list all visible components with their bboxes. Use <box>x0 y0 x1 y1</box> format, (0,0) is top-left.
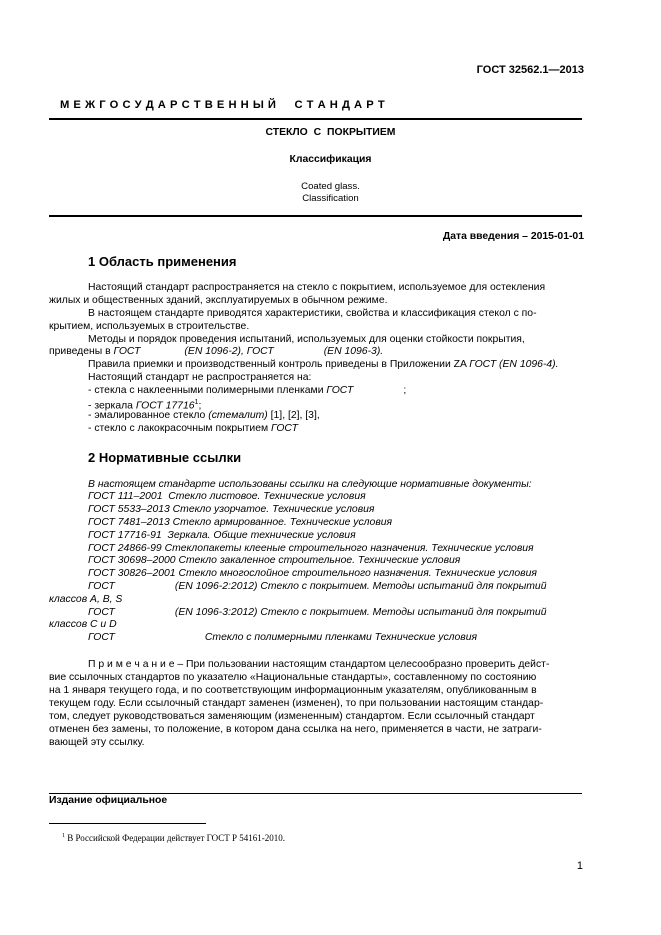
official-edition-rule <box>49 793 582 794</box>
section1-heading: 1 Область применения <box>88 254 237 269</box>
gost-ref: ГОСТ <box>326 385 354 396</box>
section2-intro: В настоящем стандарте использованы ссылки на следующие нормативные документы: <box>88 479 532 490</box>
page-subtitle: Классификация <box>289 154 372 165</box>
gost-ref: ГОСТ <box>88 607 115 618</box>
note-line2: вие ссылочных стандартов по указателю «Национальные стандарты», составленному по состоянию <box>49 672 537 683</box>
text: приведены в <box>49 346 111 357</box>
section1-line1: Настоящий стандарт распространяется на стекло с покрытием, используемое для остекления <box>88 282 546 293</box>
note-line5: том, следует руководствоваться заменяющим (измененным) стандартом. Если ссылочный стандарт <box>49 711 535 722</box>
note-line6: отменен без замены, то положение, в котором дана ссылка на него, применяется в части, не затраги- <box>49 724 542 735</box>
section1-line7 <box>88 359 559 372</box>
title-rule <box>49 215 582 217</box>
english-title-line2: Classification <box>302 193 359 204</box>
standard-banner: М Е Ж Г О С У Д А Р С Т В Е Н Н Ы Й С Т А Н Д А Р Т <box>60 99 386 111</box>
reference-continuation: классов C и D <box>49 619 117 630</box>
reference-item: ГОСТ 111–2001 Стекло листовое. Технические условия <box>88 491 366 502</box>
text: Правила приемки и производственный контроль приведены в Приложении ZA <box>88 359 467 370</box>
note-line7: вающей эту ссылку. <box>49 737 145 748</box>
gost-ref: ГОСТ (EN 1096-4). <box>469 359 559 370</box>
footnote-text: В Российской Федерации действует ГОСТ Р 54161-2010. <box>65 833 286 843</box>
footnote-mark: 1 <box>62 833 65 839</box>
english-title-line1: Coated glass. <box>301 181 360 192</box>
section1-line6 <box>49 346 383 359</box>
page-title: СТЕКЛО С ПОКРЫТИЕМ <box>265 127 396 138</box>
note-line1 <box>88 659 549 672</box>
reference-title: (EN 1096-2:2012) Стекло с покрытием. Методы испытаний для покрытий <box>174 581 547 592</box>
text: - эмалированное стекло <box>88 410 206 421</box>
reference-item <box>88 632 477 645</box>
section1-line4: крытием, используемых в строительстве. <box>49 321 250 332</box>
footnote <box>62 831 285 844</box>
text: [1], [2], [3], <box>270 410 320 421</box>
text: ; <box>198 400 202 412</box>
note-line4: текущем году. Если ссылочный стандарт заменен (изменен), то при пользовании настоящим стандар- <box>49 698 544 709</box>
term: (стемалит) <box>208 410 268 421</box>
reference-title: Стекло с полимерными пленками Технические условия <box>204 632 478 643</box>
text: - стекло с лакокрасочным покрытием <box>88 423 269 434</box>
reference-item <box>88 581 546 594</box>
section1-line12 <box>88 423 298 436</box>
gost-ref: ГОСТ 17716 <box>135 400 195 412</box>
reference-item: ГОСТ 5533–2013 Стекло узорчатое. Технические условия <box>88 504 375 515</box>
gost-ref: ГОСТ <box>88 632 115 643</box>
note-label: П р и м е ч а н и е <box>88 659 175 670</box>
section1-line8: Настоящий стандарт не распространяется на: <box>88 372 312 383</box>
footnote-mark: 1 <box>194 399 199 406</box>
official-edition-label: Издание официальное <box>49 795 168 806</box>
gost-ref: ГОСТ <box>113 346 141 357</box>
introduction-date: Дата введения – 2015-01-01 <box>442 231 584 242</box>
reference-item: ГОСТ 30826–2001 Стекло многослойное строительного назначения. Технические условия <box>88 568 537 579</box>
text: - зеркала <box>88 400 133 412</box>
gost-ref: ГОСТ <box>88 581 115 592</box>
section1-line2: жилых и общественных зданий, эксплуатируемых в обычном режиме. <box>49 295 388 306</box>
reference-item: ГОСТ 7481–2013 Стекло армированное. Технические условия <box>88 517 393 528</box>
banner-rule <box>49 118 582 120</box>
reference-title: (EN 1096-3:2012) Стекло с покрытием. Методы испытаний для покрытий <box>174 607 547 618</box>
reference-item <box>88 607 546 620</box>
reference-item: ГОСТ 17716-91 Зеркала. Общие технические условия <box>88 530 356 541</box>
text: ; <box>403 385 407 396</box>
gost-ref: (EN 1096-3). <box>323 346 384 357</box>
text: – При пользовании настоящим стандартом целесообразно проверить дейст- <box>174 659 550 670</box>
section1-line11 <box>88 410 320 423</box>
reference-continuation: классов A, B, S <box>49 594 123 605</box>
document-number: ГОСТ 32562.1—2013 <box>476 64 584 76</box>
reference-item: ГОСТ 24866-99 Стеклопакеты клееные строительного назначения. Технические условия <box>88 543 534 554</box>
gost-ref: (EN 1096-2), ГОСТ <box>184 346 274 357</box>
note-line3: на 1 января текущего года, и по соответствующим информационным указателям, опубликованным в <box>49 685 537 696</box>
reference-item: ГОСТ 30698–2000 Стекло закаленное строительное. Технические условия <box>88 555 461 566</box>
text: - стекла с наклеенными полимерными пленками <box>88 385 324 396</box>
section1-line9 <box>88 385 406 398</box>
footnote-separator <box>49 823 206 824</box>
section2-heading: 2 Нормативные ссылки <box>88 450 242 465</box>
page-number: 1 <box>576 860 583 872</box>
gost-ref: ГОСТ <box>271 423 298 434</box>
section1-line3: В настоящем стандарте приводятся характеристики, свойства и классификация стекол с по- <box>88 308 537 319</box>
section1-line5: Методы и порядок проведения испытаний, используемых для оценки стойкости покрытия, <box>88 334 525 345</box>
